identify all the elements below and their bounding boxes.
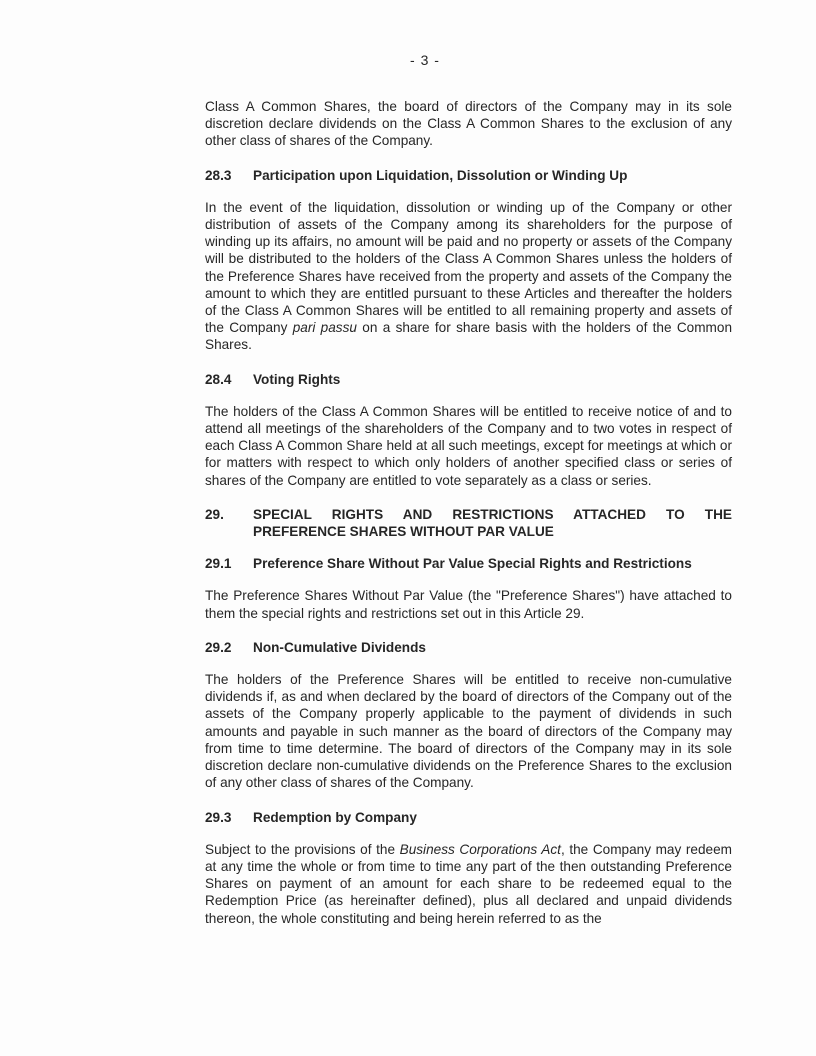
italic-term: Business Corporations Act	[399, 841, 561, 857]
section-29-3-heading	[205, 809, 732, 826]
section-28-3-heading	[205, 167, 732, 184]
section-29-2-heading	[205, 639, 732, 656]
article-title-line-1: SPECIAL RIGHTS AND RESTRICTIONS ATTACHED TO THE	[253, 506, 732, 522]
section-29-2-paragraph: The holders of the Preference Shares will be entitled to receive non-cumulative dividends if, as and when declared by the board of directors of the Company out of the assets of the Company properly applicable to the payment of dividends in such amounts and payable in such manner as the board of directors of the Company may from time to time determine. The board of directors of the Company may in its sole discretion declare non-cumulative dividends on the Preference Shares to the exclusion of any other class of shares of the Company.	[205, 672, 732, 791]
article-title-line-2: PREFERENCE SHARES WITHOUT PAR VALUE	[253, 524, 554, 540]
section-29-3-paragraph	[205, 841, 732, 927]
section-28-4-paragraph: The holders of the Class A Common Shares will be entitled to receive notice of and to attend all meetings of the shareholders of the Company and to two votes in respect of each Class A Common Share held at all such meetings, except for meetings at which or for matters with respect to which only holders of another specified class or series of shares of the Company are entitled to vote separately as a class or series.	[205, 403, 732, 488]
paragraph-text: In the event of the liquidation, dissolution or winding up of the Company or other distribution of assets of the Company among its shareholders for the purpose of winding up its affairs, no amount will be paid and no property or assets of the Company will be distributed to the holders of the Class A Common Shares unless the holders of the Preference Shares have received from the property and assets of the Company the amount to which they are entitled pursuant to these Articles and thereafter the holders of the Class A Common Shares will be entitled to all remaining property and assets of the Company	[205, 199, 732, 336]
section-28-4-heading	[205, 371, 732, 388]
section-number: 28.3	[205, 167, 232, 183]
section-title: Redemption by Company	[253, 809, 417, 825]
section-title: Voting Rights	[253, 371, 341, 387]
section-number: 28.4	[205, 371, 232, 387]
section-title: Non-Cumulative Dividends	[253, 639, 426, 655]
paragraph-text: Subject to the provisions of the	[205, 841, 400, 857]
paragraph-text: , the Company may redeem at any time the whole or from time to time any part of the then outstanding Preference Shares on payment of an amount for each share to be redeemed equal to the Redemption Price (as hereinafter defined), plus all declared and unpaid dividends thereon, the whole constituting and being herein referred to as the	[205, 841, 732, 926]
section-title: Preference Share Without Par Value Special Rights and Restrictions	[253, 556, 692, 572]
article-title	[253, 506, 732, 540]
article-number: 29.	[205, 506, 224, 522]
section-29-1-paragraph: The Preference Shares Without Par Value (the "Preference Shares") have attached to them the special rights and restrictions set out in this Article 29.	[205, 588, 732, 621]
page-content	[205, 98, 732, 944]
article-29-heading	[205, 506, 732, 540]
page-number: - 3 -	[410, 52, 440, 68]
section-number: 29.1	[205, 556, 232, 572]
section-number: 29.3	[205, 809, 232, 825]
section-29-1-heading	[205, 555, 732, 572]
intro-paragraph: Class A Common Shares, the board of directors of the Company may in its sole discretion declare dividends on the Class A Common Shares to the exclusion of any other class of shares of the Company.	[205, 99, 732, 149]
section-title: Participation upon Liquidation, Dissolution or Winding Up	[253, 167, 628, 183]
section-number: 29.2	[205, 639, 232, 655]
italic-term: pari passu	[292, 320, 357, 336]
paragraph-text: on a share for share basis with the holders of the Common Shares.	[205, 320, 732, 353]
section-28-3-paragraph	[205, 199, 732, 354]
